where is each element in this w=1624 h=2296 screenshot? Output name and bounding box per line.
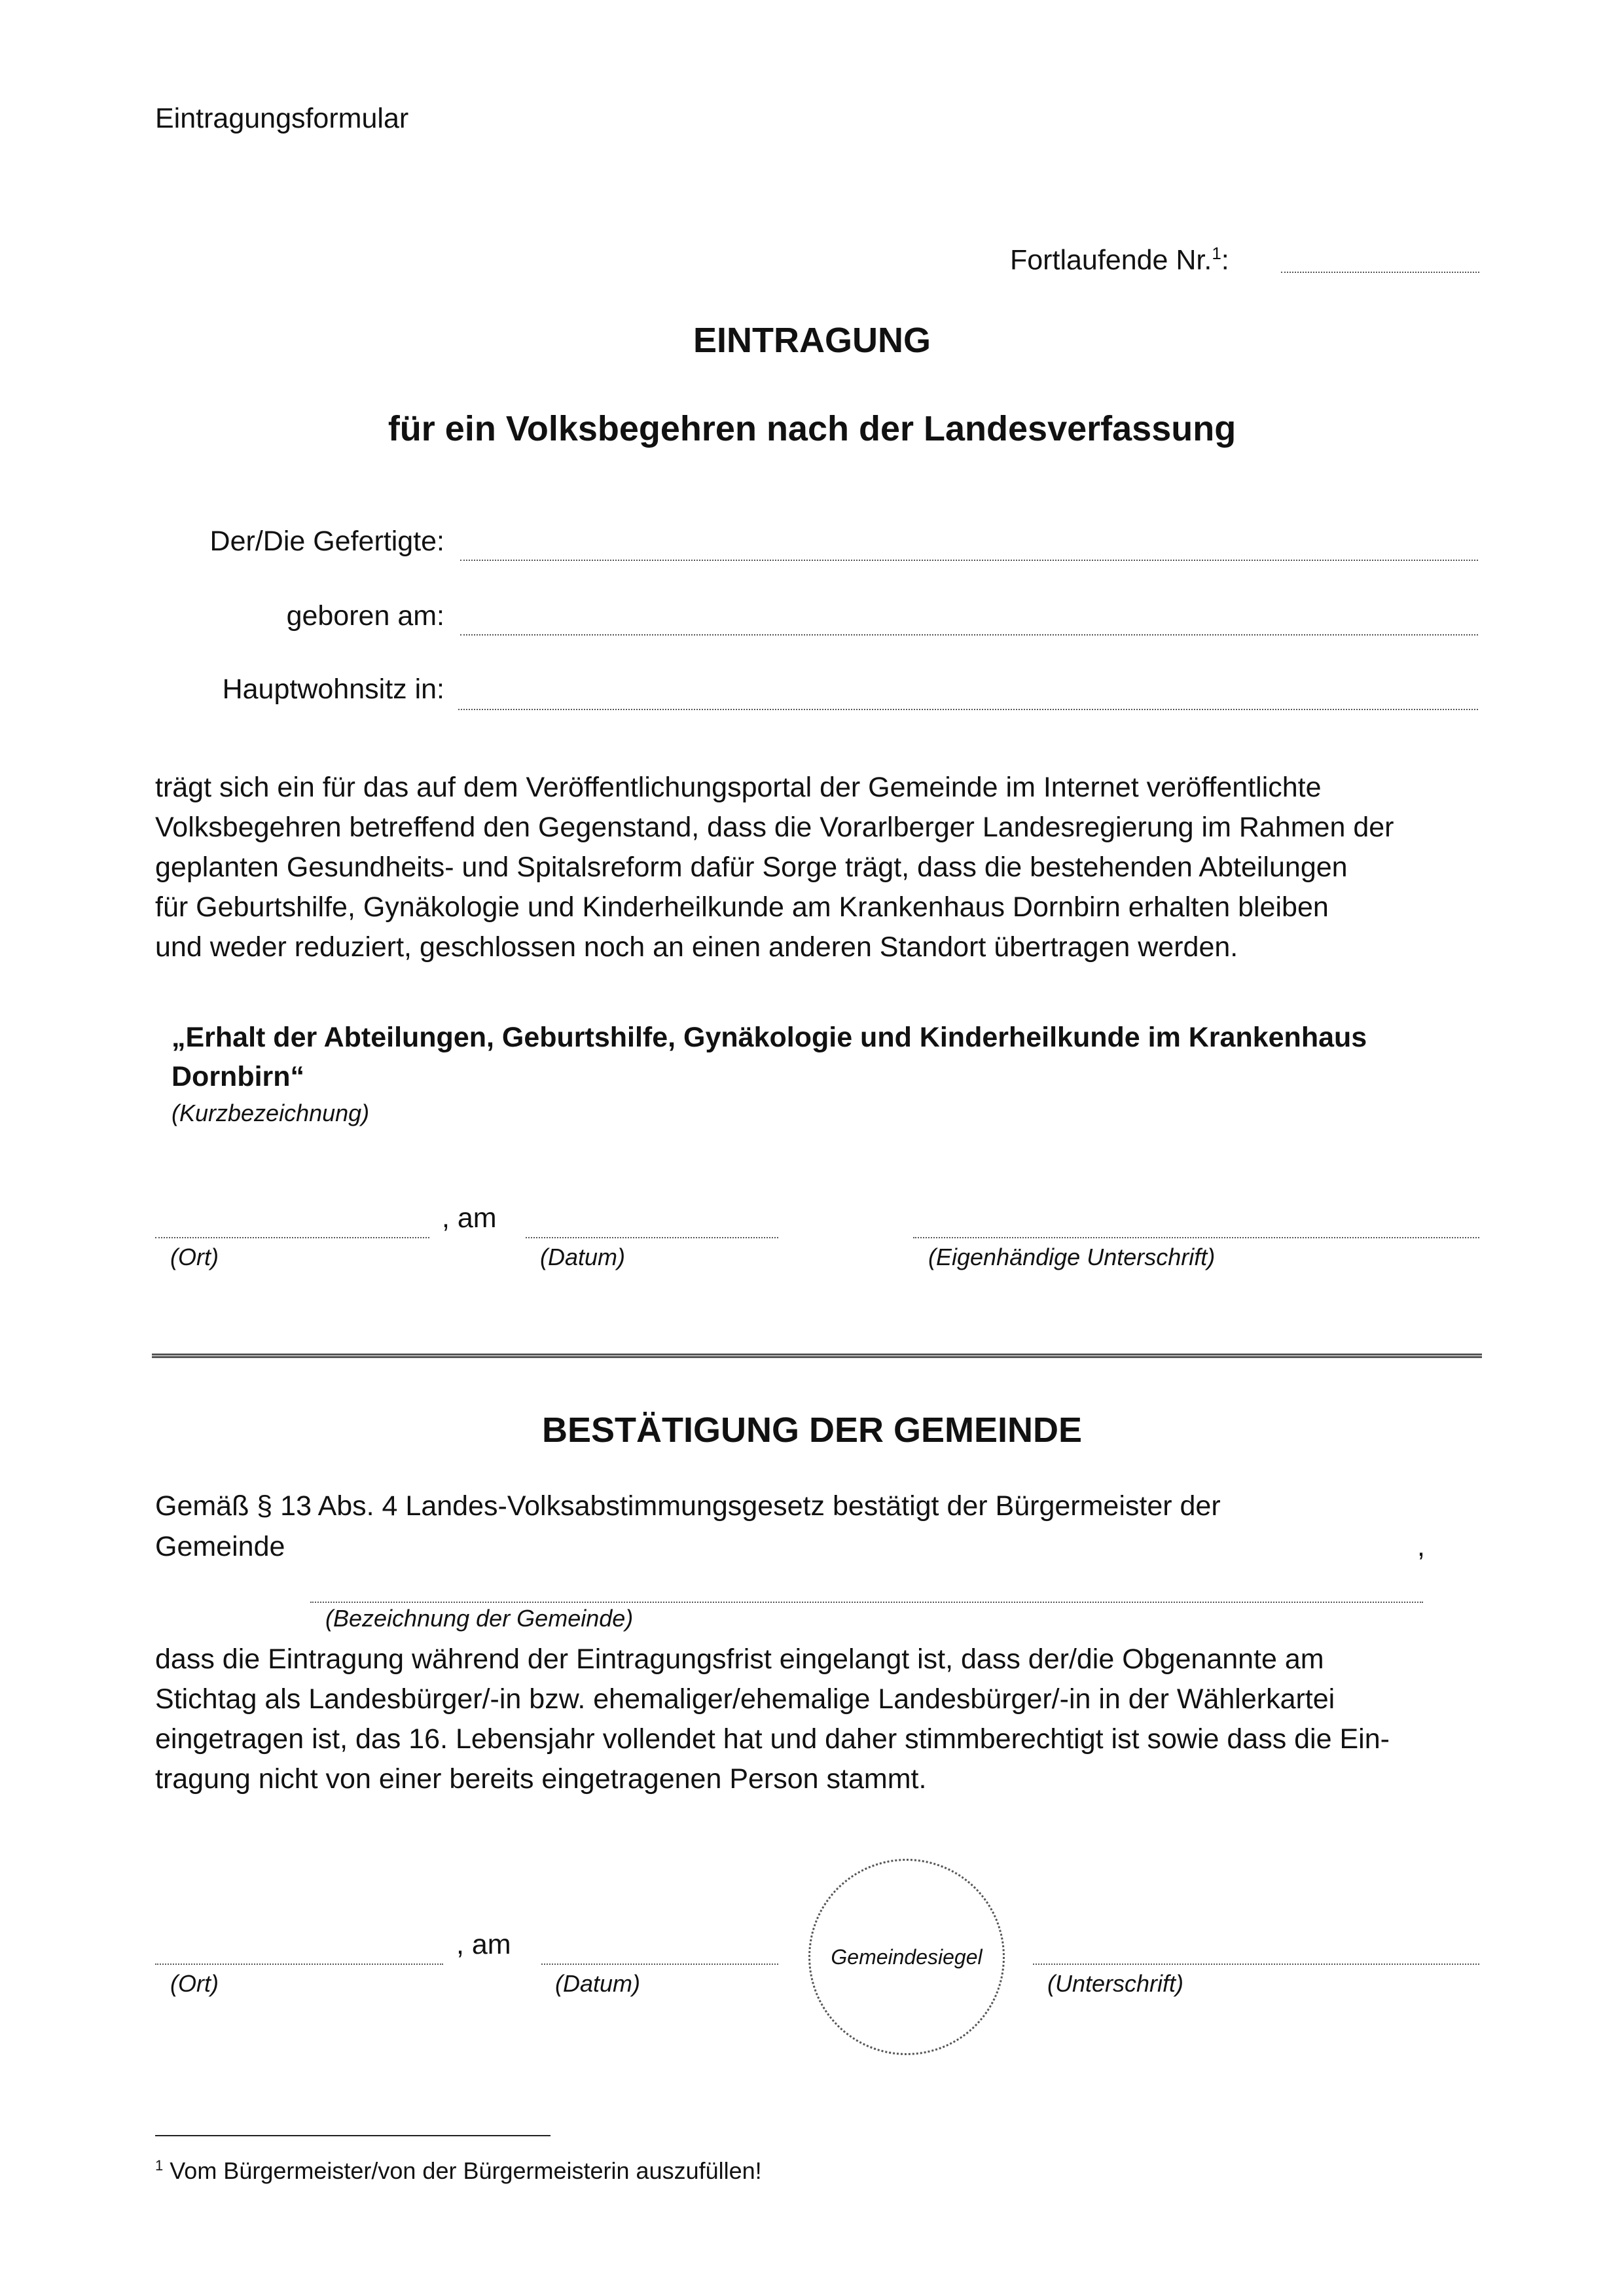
short-title-caption: (Kurzbezeichnung) (171, 1100, 370, 1126)
confirmation-place-field[interactable] (155, 1964, 443, 1965)
section-divider (152, 1354, 1482, 1358)
confirmation-intro-line2: Gemeinde (155, 1531, 285, 1562)
entry-place-caption: (Ort) (170, 1244, 219, 1270)
confirmation-am-label: , am (456, 1929, 511, 1960)
municipality-field[interactable] (310, 1602, 1423, 1603)
footnote-ref: 1 (1212, 243, 1221, 263)
confirmation-date-caption: (Datum) (555, 1970, 641, 1997)
footnote (155, 2150, 762, 2187)
entry-subtitle: für ein Volksbegehren nach der Landesverfassung (388, 409, 1236, 448)
footnote-rule (155, 2135, 550, 2136)
confirmation-place-caption: (Ort) (170, 1970, 219, 1997)
entry-date-field[interactable] (526, 1237, 778, 1238)
confirmation-date-field[interactable] (541, 1964, 778, 1965)
signer-name-field[interactable] (460, 560, 1478, 561)
confirmation-signature-caption: (Unterschrift) (1047, 1970, 1184, 1997)
birth-date-field[interactable] (460, 634, 1478, 636)
confirmation-signature-field[interactable] (1033, 1964, 1479, 1965)
entry-place-field[interactable] (155, 1237, 429, 1238)
municipal-seal-area (808, 1859, 1005, 2055)
confirmation-comma: , (1417, 1531, 1425, 1562)
entry-signature-field[interactable] (913, 1237, 1479, 1238)
entry-body-text: trägt sich ein für das auf dem Veröffentlichungsportal der Gemeinde im Internet veröffentlichte Volksbegehren betreffend den Gegenstand, dass die Vorarlberger Landesregierung im Rahmen der geplanten Gesundheits- und Spitalsreform dafür Sorge trägt, dass die bestehenden Abteilungen für Geburtshilfe, Gynäkologie und Kinderheilkunde am Krankenhaus Dornbirn erhalten bleiben und weder reduziert, geschlossen noch an einen anderen Standort übertragen werden. (155, 772, 1394, 963)
birth-date-label: geboren am: (286, 600, 444, 632)
residence-field[interactable] (458, 709, 1478, 710)
confirmation-title: BESTÄTIGUNG DER GEMEINDE (541, 1410, 1083, 1450)
serial-colon: : (1221, 244, 1229, 276)
serial-label-text: Fortlaufende Nr. (1010, 244, 1212, 276)
serial-number-label (1010, 234, 1229, 279)
signer-label: Der/Die Gefertigte: (209, 526, 444, 557)
residence-label: Hauptwohnsitz in: (222, 673, 444, 705)
entry-date-caption: (Datum) (540, 1244, 626, 1270)
confirmation-body-text: dass die Eintragung während der Eintragungsfrist eingelangt ist, dass der/die Obgenannte am Stichtag als Landesbürger/-in bzw. ehemaliger/ehemalige Landesbürger/-in in der Wählerkartei eingetragen ist, das 16. Lebensjahr vollendet hat und daher stimmberechtigt ist sowie dass die Ein- tragung nicht von einer bereits eingetragenen Person stammt. (155, 1643, 1390, 1795)
entry-title: EINTRAGUNG (693, 321, 931, 360)
footnote-text: Vom Bürgermeister/von der Bürgermeisterin auszufüllen! (170, 2157, 762, 2184)
entry-am-label: , am (442, 1202, 497, 1234)
municipality-caption: (Bezeichnung der Gemeinde) (325, 1605, 634, 1632)
confirmation-intro-line1: Gemäß § 13 Abs. 4 Landes-Volksabstimmungsgesetz bestätigt der Bürgermeister der (155, 1490, 1221, 1522)
form-header-label: Eintragungsformular (155, 103, 409, 134)
short-title: „Erhalt der Abteilungen, Geburtshilfe, Gynäkologie und Kinderheilkunde im Krankenhaus Dornbirn“ (171, 1022, 1367, 1092)
serial-number-field[interactable] (1281, 272, 1479, 273)
seal-label: Gemeindesiegel (831, 1945, 983, 1969)
entry-signature-caption: (Eigenhändige Unterschrift) (928, 1244, 1216, 1270)
footnote-marker: 1 (155, 2157, 164, 2174)
